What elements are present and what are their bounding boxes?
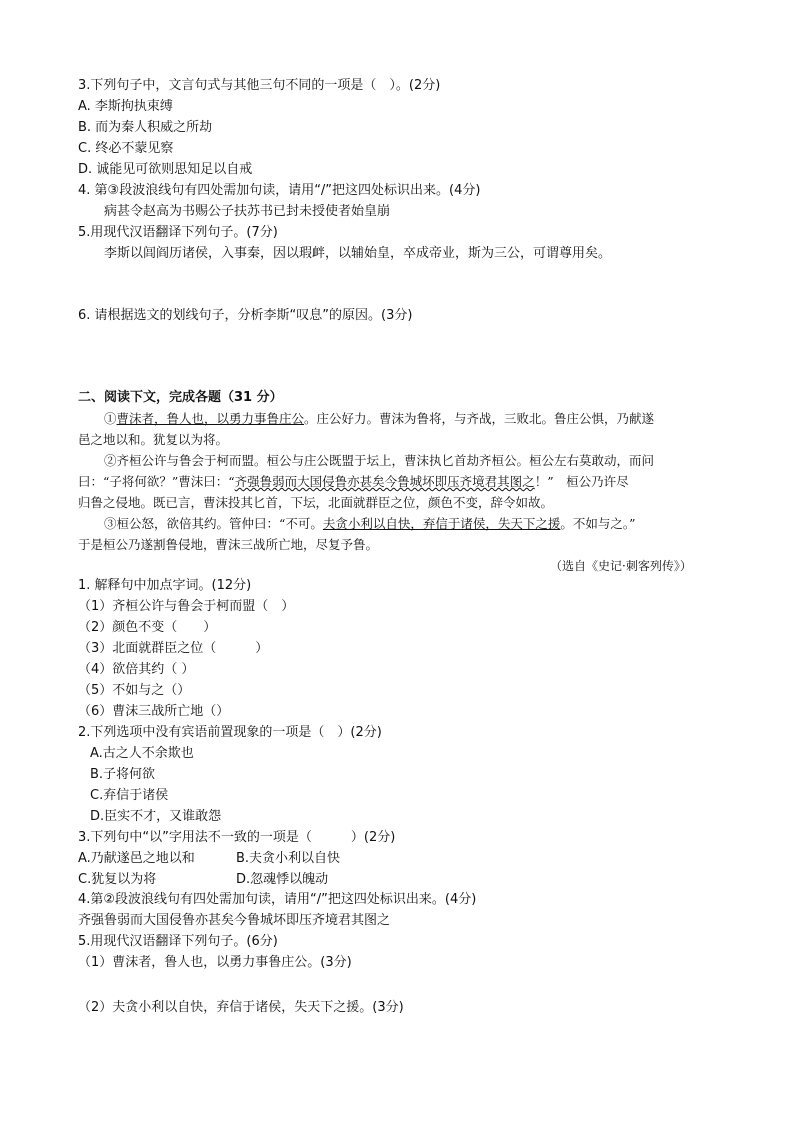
- underlined-sentence-2: 夫贪小利以自快，弃信于诸侯，失天下之援: [322, 516, 561, 531]
- p1-q3-option-b: B. 而为秦人积威之所劫: [78, 120, 213, 135]
- p1-q6-stem: 6. 请根据选文的划线句子，分析李斯“叹息”的原因。(3分): [78, 308, 413, 323]
- p2-q3-stem: 3.下列句中“以”字用法不一致的一项是（ ）(2分): [78, 830, 396, 845]
- wavy-sentence: 齐强鲁弱而大国侵鲁亦甚矣今鲁城坏即压齐境君其图之: [234, 474, 535, 489]
- p1-q5-text: 李斯以闾阎历诸侯，入事秦，因以瑕衅，以辅始皇，卒成帝业，斯为三公，可谓尊用矣。: [104, 246, 612, 261]
- p2-q2-option-d: D.臣实不才，又谁敢怨: [90, 809, 222, 824]
- underlined-sentence-1: 曹沫者，鲁人也，以勇力事鲁庄公: [116, 411, 305, 426]
- p1-marker: ①: [104, 411, 117, 426]
- passage-p2-line3: 归鲁之侵地。既已言，曹沫投其匕首，下坛，北面就群臣之位，颜色不变，辞令如故。: [78, 495, 554, 510]
- p2-q1-item-6: （6）曹沫三战所亡地（）: [78, 704, 230, 719]
- p2-line2-end: ！” 桓公乃许尽: [534, 474, 629, 489]
- passage-p3-line1: [104, 515, 636, 533]
- p2-q3-option-c: C.犹复以为将: [78, 872, 157, 887]
- p3-line1-end: 。不如与之。”: [560, 516, 636, 531]
- section-heading: 二、阅读下文，完成各题（31 分）: [78, 390, 283, 405]
- p1-q3-option-a: A. 李斯拘执束缚: [78, 99, 173, 114]
- p2-q1-stem: 1. 解释句中加点字词。(12分): [78, 578, 252, 593]
- p2-q1-item-3: （3）北面就群臣之位（ ）: [78, 641, 269, 656]
- p2-q2-option-b: B.子将何欲: [90, 767, 156, 782]
- p2-q3-option-d: D.忽魂悸以魄动: [236, 872, 329, 887]
- p2-q1-item-1: （1）齐桓公许与鲁会于柯而盟（ ）: [78, 599, 295, 614]
- passage-p2-line1: ②齐桓公许与鲁会于柯而盟。桓公与庄公既盟于坛上，曹沫执匕首劫齐桓公。桓公左右莫敢动，而问: [104, 453, 655, 468]
- p2-q5-stem: 5.用现代汉语翻译下列句子。(6分): [78, 934, 278, 949]
- p2-line2-start: 曰：“子将何欲？”曹沫曰：“: [78, 474, 235, 489]
- p2-q2-option-a: A.古之人不余欺也: [90, 746, 194, 761]
- p2-q4-stem: 4.第②段波浪线句有四处需加句读，请用“/”把这四处标识出来。(4分): [78, 892, 477, 907]
- passage-p2-line2: [78, 473, 629, 491]
- passage-p1-line2: 邑之地以和。犹复以为将。: [78, 432, 229, 447]
- p1-rest: 。庄公好力。曹沫为鲁将，与齐战，三败北。鲁庄公惧，乃献遂: [304, 411, 655, 426]
- p2-q1-item-4: （4）欲倍其约（ ）: [78, 662, 195, 677]
- p1-q5-stem: 5.用现代汉语翻译下列句子。(7分): [78, 225, 278, 240]
- p1-q3-option-d: D. 诚能见可欲则思知足以自戒: [78, 162, 253, 177]
- p2-q3-option-a: A.乃献遂邑之地以和: [78, 851, 195, 866]
- p1-q3-option-c: C. 终必不蒙见察: [78, 141, 174, 156]
- p2-q2-option-c: C.弃信于诸侯: [90, 788, 169, 803]
- p2-q5-item-2: （2）夫贪小利以自快，弃信于诸侯，失天下之援。(3分): [78, 1000, 404, 1015]
- p1-q4-stem: 4. 第③段波浪线句有四处需加句读，请用“/”把这四处标识出来。(4分): [78, 183, 481, 198]
- p2-q5-item-1: （1）曹沫者，鲁人也，以勇力事鲁庄公。(3分): [78, 955, 352, 970]
- p2-q4-text: 齐强鲁弱而大国侵鲁亦甚矣今鲁城坏即压齐境君其图之: [78, 913, 391, 928]
- passage-p1-line1: [104, 410, 654, 428]
- p1-q4-text: 病甚令赵高为书赐公子扶苏书已封未授使者始皇崩: [104, 204, 391, 219]
- passage-source: （选自《史记·刺客列传》）: [550, 559, 692, 573]
- p1-q3-stem: 3.下列句子中，文言句式与其他三句不同的一项是（ ）。(2分): [78, 78, 441, 93]
- p3-line1-start: ③桓公怒，欲倍其约。管仲曰：“不可。: [104, 516, 323, 531]
- p2-q2-stem: 2.下列选项中没有宾语前置现象的一项是（ ）(2分): [78, 725, 382, 740]
- p2-q1-item-2: （2）颜色不变（ ）: [78, 620, 217, 635]
- p2-q3-option-b: B.夫贪小利以自快: [236, 851, 341, 866]
- p2-q1-item-5: （5）不如与之（）: [78, 683, 191, 698]
- passage-p3-line2: 于是桓公乃遂割鲁侵地，曹沫三战所亡地，尽复予鲁。: [78, 537, 379, 552]
